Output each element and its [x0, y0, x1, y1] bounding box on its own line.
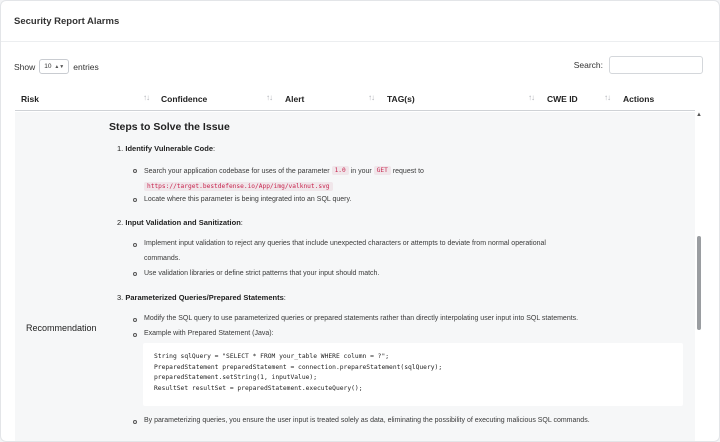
bullet-text: Search your application codebase for uses of the parameter [144, 168, 330, 175]
column-header-tags[interactable]: TAG(s) [387, 94, 415, 104]
updown-arrows-icon: ▲▼ [54, 63, 65, 70]
caret-up-icon[interactable]: ▲ [696, 112, 702, 118]
step-colon: : [240, 218, 243, 227]
show-label: Show [14, 61, 36, 72]
step-1-bullet-2: Locate where this parameter is being integrated into an SQL query. [144, 196, 352, 203]
bullet-icon [133, 333, 137, 337]
length-control [14, 59, 99, 74]
table-header [15, 87, 695, 111]
step-1-heading [117, 144, 215, 153]
step-3-bullet-3: By parameterizing queries, you ensure the user input is treated solely as data, eliminating the possibility of executing malicious SQL commands. [144, 417, 590, 424]
target-url-code: https://target.bestdefense.io/App/img/valknut.svg [144, 182, 333, 191]
table-row [15, 112, 695, 442]
bullet-icon [133, 198, 137, 202]
entries-select-value: 10 [44, 63, 52, 70]
bullet-text: request to [392, 168, 424, 175]
code-line: String sqlQuery = "SELECT * FROM your_table WHERE column = ?"; [154, 353, 390, 360]
http-method-code: GET [374, 166, 391, 175]
bullet-icon [133, 243, 137, 247]
bullet-icon [133, 420, 137, 424]
entries-select[interactable] [39, 59, 69, 74]
parameter-code: 1.0 [332, 166, 349, 175]
bullet-text: in your [350, 168, 372, 175]
step-2-bullet-1-line-2: commands. [144, 255, 181, 262]
step-number: 2. [117, 218, 124, 227]
steps-title: Steps to Solve the Issue [109, 121, 230, 133]
step-1-bullet-1 [144, 166, 424, 175]
bullet-icon [133, 272, 137, 276]
sort-arrows-icon[interactable]: ↑↓ [528, 93, 534, 102]
card-header [1, 1, 719, 42]
step-3-bullet-2: Example with Prepared Statement (Java): [144, 330, 274, 337]
code-line: ResultSet resultSet = preparedStatement.executeQuery(); [154, 384, 363, 392]
step-title: Parameterized Queries/Prepared Statements [125, 293, 284, 302]
code-block [143, 343, 683, 406]
vertical-scrollbar[interactable] [695, 112, 703, 442]
step-3-heading [117, 293, 286, 302]
entries-label: entries [73, 61, 99, 72]
column-header-actions[interactable]: Actions [623, 94, 655, 104]
step-2-bullet-2: Use validation libraries or define strict patterns that your input should match. [144, 270, 380, 277]
card-title: Security Report Alarms [14, 15, 120, 27]
bullet-icon [133, 169, 137, 173]
code-line: PreparedStatement preparedStatement = connection.prepareStatement(sqlQuery); [154, 363, 443, 371]
step-colon: : [283, 293, 286, 302]
step-2-bullet-1-line-1: Implement input validation to reject any queries that include unexpected characters or attempts to deviate from normal operational [144, 240, 546, 247]
sort-arrows-icon[interactable]: ↑↓ [368, 93, 374, 102]
step-title: Identify Vulnerable Code [125, 144, 214, 153]
row-label: Recommendation [26, 323, 97, 333]
step-number: 3. [117, 293, 124, 302]
search-control [574, 56, 703, 74]
step-title: Input Validation and Sanitization [125, 218, 241, 227]
sort-arrows-icon[interactable]: ↑↓ [266, 93, 272, 102]
search-input[interactable] [609, 56, 703, 74]
table-controls [1, 42, 719, 87]
step-3-bullet-1: Modify the SQL query to use parameterized queries or prepared statements rather than directly interpolating user input into SQL statements. [144, 315, 579, 322]
step-number: 1. [117, 144, 124, 153]
step-1-url-line [144, 181, 333, 190]
scrollbar-thumb[interactable] [697, 236, 701, 330]
sort-arrows-icon[interactable]: ↑↓ [143, 93, 149, 102]
column-header-risk[interactable]: Risk [21, 94, 39, 104]
column-header-confidence[interactable]: Confidence [161, 94, 208, 104]
column-header-alert[interactable]: Alert [285, 94, 305, 104]
step-2-heading [117, 218, 243, 227]
search-label: Search: [573, 60, 603, 70]
sort-arrows-icon[interactable]: ↑↓ [604, 93, 610, 102]
bullet-icon [133, 318, 137, 322]
step-colon: : [213, 144, 216, 153]
code-line: preparedStatement.setString(1, inputValue); [154, 374, 318, 381]
column-header-cwe-id[interactable]: CWE ID [547, 94, 578, 104]
